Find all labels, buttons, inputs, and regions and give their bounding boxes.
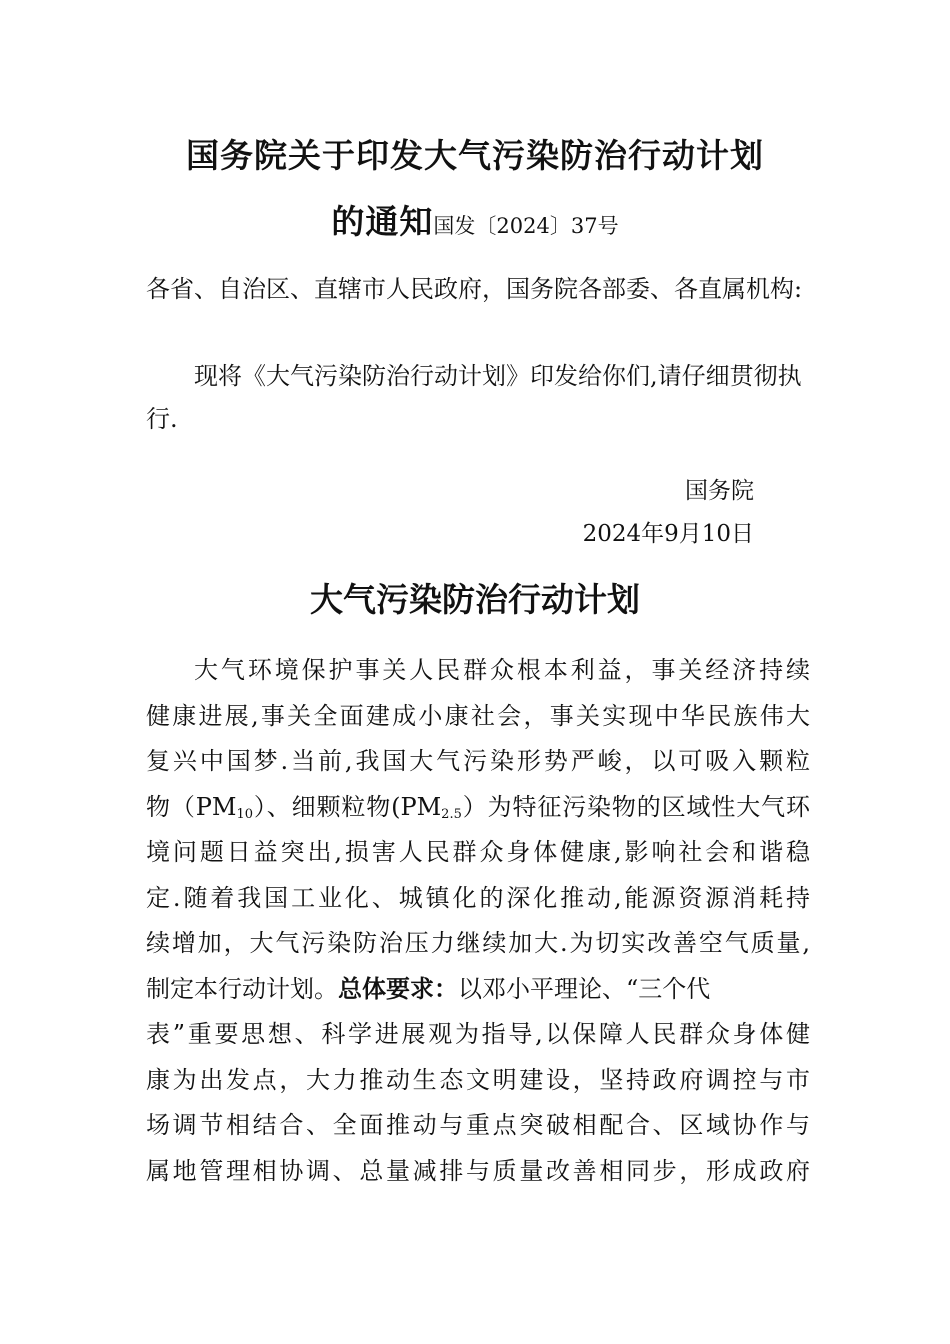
pm10-subscript: 10 [236,806,254,822]
plan-line: 复兴中国梦.当前,我国大气污染形势严峻，以可吸入颗粒 [146,747,810,775]
plan-line: 属地管理相协调、总量减排与质量改善相同步，形成政府 [146,1156,810,1185]
notice-body: 现将《大气污染防治行动计划》印发给你们,请仔细贯彻执行. [146,362,802,433]
issue-date: 2024年9月10日 [582,521,754,547]
pm-text-a: 物（PM [146,792,237,821]
document-number: 国发〔2024〕37号 [433,214,619,238]
plan-line: 定.随着我国工业化、城镇化的深化推动,能源资源消耗持 [146,883,810,912]
pm25-subscript: 2.5 [441,806,462,822]
req-before: 制定本行动计划。 [146,974,338,1003]
notice-title-line-1: 国务院关于印发大气污染防治行动计划 [186,136,764,175]
pm-text-c: ）为特征污染物的区域性大气环 [461,792,810,821]
plan-body [146,648,810,1194]
pm-text-b: ）、细颗粒物(PM [253,792,442,821]
plan-line-pm [146,785,810,831]
plan-line: 场调节相结合、全面推动与重点突破相配合、区域协作与 [146,1111,810,1139]
plan-line: 大气环境保护事关人民群众根本利益，事关经济持续 [194,656,810,684]
plan-line: 康为出发点，大力推动生态文明建设，坚持政府调控与市 [146,1065,810,1094]
notice-title-text: 的通知 [331,202,434,241]
req-heading: 总体要求： [338,974,458,1003]
plan-line-requirements [146,967,810,1013]
plan-line: 续增加，大气污染防治压力继续加大.为切实改善空气质量, [146,929,810,957]
salutation: 各省、自治区、直辖市人民政府，国务院各部委、各直属机构: [146,275,803,303]
notice-title-line-2 [0,196,950,243]
plan-line: 健康进展,事关全面建成小康社会，事关实现中华民族伟大 [146,701,810,730]
plan-title: 大气污染防治行动计划 [310,580,640,619]
plan-line: 境问题日益突出,损害人民群众身体健康,影响社会和谐稳 [146,838,810,866]
req-after: 以邓小平理论、“三个代 [458,974,711,1003]
issuer: 国务院 [685,478,754,504]
plan-line: 表”重要思想、科学进展观为指导,以保障人民群众身体健 [146,1020,810,1048]
